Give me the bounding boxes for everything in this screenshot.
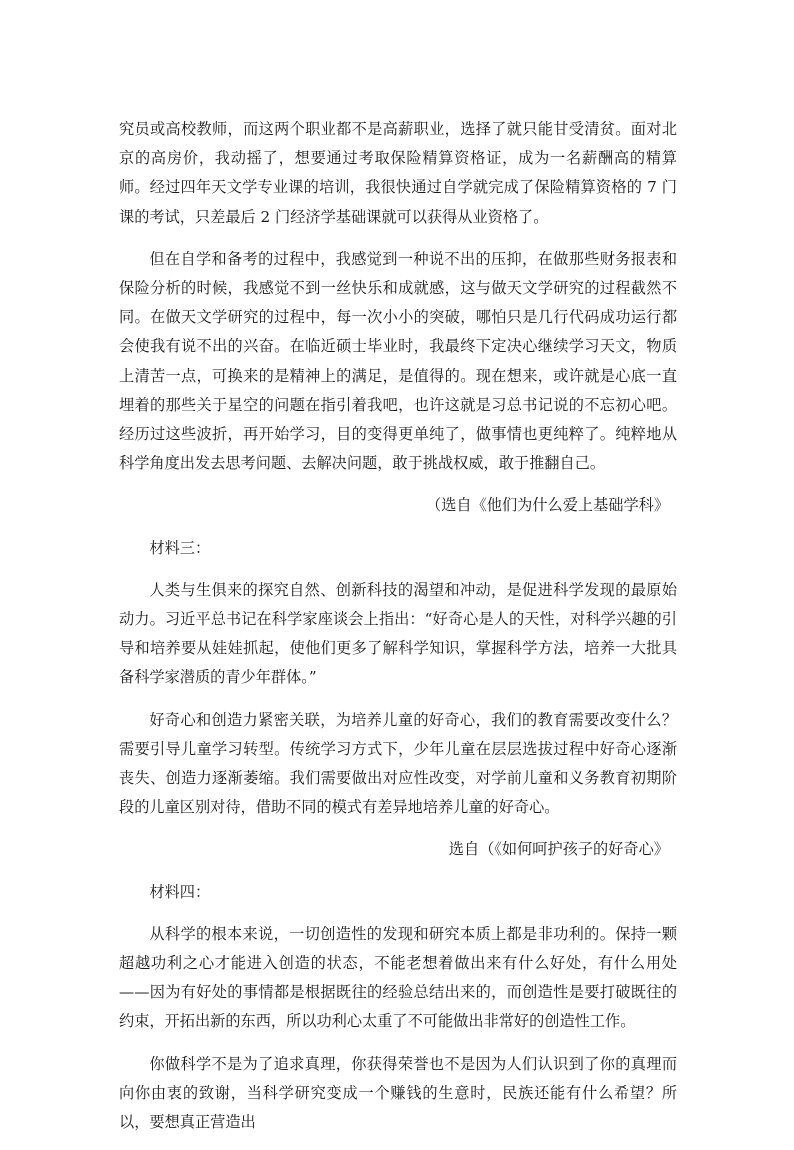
paragraph-curiosity-quote: 人类与生俱来的探究自然、创新科技的渴望和冲动，是促进科学发现的最原始动力。习近平总书记在科学家座谈会上指出：“好奇心是人的天性，对科学兴趣的引导和培养要从娃娃抓起，使他们更多了解科学知识，掌握科学方法，培养一大批具备科学家潜质的青少年群体。” — [119, 580, 677, 687]
source-citation-curiosity: 选自（《如何呵护孩子的好奇心》 — [448, 840, 669, 859]
paragraph-self-study: 但在自学和备考的过程中，我感觉到一种说不出的压抑，在做那些财务报表和保险分析的时候，我感觉不到一丝快乐和成就感，这与做天文学研究的过程截然不同。在做天文学研究的过程中，每一次小小的突破，哪怕只是几行代码成功运行都会使我有说不出的兴奋。在临近硕士毕业时，我最终下定决心继续学习天文，物质上清苦一点，可换来的是精神上的满足，是值得的。现在想来，或许就是心底一直埋着的那些关于星空的问题在指引着我吧，也许这就是习总书记说的不忘初心吧。经历过这些波折，再开始学习，目的变得更单纯了，做事情也更纯粹了。纯粹地从科学角度出发去思考问题、去解决问题，敢于挑战权威，敢于推翻自己。 — [119, 249, 677, 473]
section-heading-material-four: 材料四： — [149, 882, 211, 901]
paragraph-pursuit-of-truth: 你做科学不是为了追求真理，你获得荣誉也不是因为人们认识到了你的真理而向你由衷的致谢，当科学研究变成一个赚钱的生意时，民族还能有什么希望？所以，要想真正营造出 — [119, 1054, 677, 1132]
document-body — [119, 115, 677, 1150]
paragraph-career-choice: 究员或高校教师，而这两个职业都不是高薪职业，选择了就只能甘受清贫。面对北京的高房价，我动摇了，想要通过考取保险精算资格证，成为一名薪酬高的精算师。经过四年天文学专业课的培训，我很快通过自学就完成了保险精算资格的 7 门课的考试，只差最后 2 门经济学基础课就可以获得从业资格了。 — [119, 120, 677, 226]
paragraph-curiosity-education: 好奇心和创造力紧密关联，为培养儿童的好奇心，我们的教育需要改变什么？需要引导儿童学习转型。传统学习方式下，少年儿童在层层选拔过程中好奇心逐渐丧失、创造力逐渐萎缩。我们需要做出对应性改变，对学前儿童和义务教育初期阶段的儿童区别对待，借助不同的模式有差异地培养儿童的好奇心。 — [119, 710, 677, 817]
paragraph-non-utilitarian: 从科学的根本来说，一切创造性的发现和研究本质上都是非功利的。保持一颗超越功利之心才能进入创造的状态，不能老想着做出来有什么好处，有什么用处——因为有好处的事情都是根据既往的经验总结出来的，而创造性是要打破既往的约束，开拓出新的东西，所以功利心太重了不可能做出非常好的创造性工作。 — [119, 924, 677, 1031]
section-heading-material-three: 材料三： — [149, 538, 211, 557]
source-citation-basic-disciplines: （选自《他们为什么爱上基础学科》 — [426, 496, 669, 515]
